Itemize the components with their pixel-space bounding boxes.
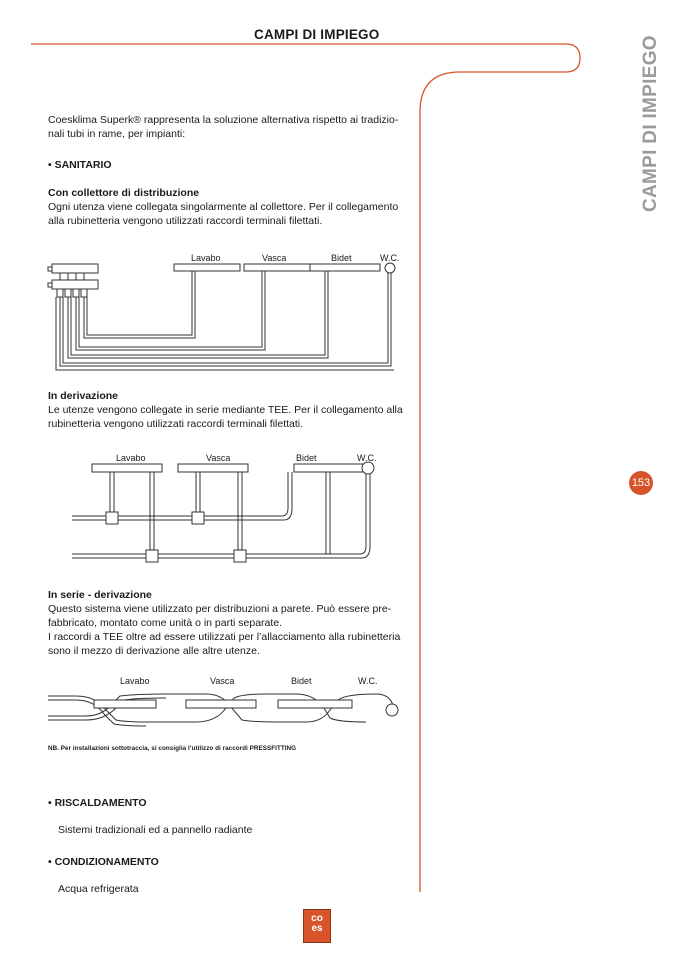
label-wc: W.C. (380, 253, 400, 263)
sanitario-heading: • SANITARIO (48, 159, 112, 171)
serie-line: fabbricato, montato come unità o in parti separate. (48, 617, 283, 629)
serie-line: sono il mezzo di derivazione alle altre utenze. (48, 645, 260, 657)
label-vasca: Vasca (206, 453, 231, 463)
label-lavabo: Lavabo (116, 453, 146, 463)
condizionamento-text: Acqua refrigerata (58, 883, 139, 895)
note-pressfitting: NB. Per installazioni sottotraccia, si consiglia l’utilizzo di raccordi PRESSFITTING (48, 745, 297, 752)
label-vasca: Vasca (262, 253, 287, 263)
intro-line: Coesklima Superk® rappresenta la soluzione alternativa rispetto ai tradizio- (48, 114, 399, 126)
intro-line: nali tubi in rame, per impianti: (48, 128, 186, 140)
collettore-line: alla rubinetteria vengono utilizzati raccordi terminali filettati. (48, 215, 323, 227)
serie-line: Questo sistema viene utilizzato per distribuzioni a parete. Può essere pre- (48, 603, 392, 615)
label-bidet: Bidet (296, 453, 317, 463)
collettore-paragraph (48, 200, 418, 228)
logo-text: es (311, 923, 323, 934)
collettore-title: Con collettore di distribuzione (48, 187, 200, 199)
diagram-serie (46, 674, 406, 734)
diagram-collettore (44, 250, 404, 380)
derivazione-line: Le utenze vengono collegate in serie mediante TEE. Per il collegamento alla (48, 404, 403, 416)
diagram-derivazione (70, 450, 390, 570)
serie-paragraph (48, 602, 418, 658)
label-vasca: Vasca (210, 676, 235, 686)
label-bidet: Bidet (331, 253, 352, 263)
manifold-top (52, 264, 98, 273)
label-lavabo: Lavabo (191, 253, 221, 263)
manifold-bottom (52, 280, 98, 289)
coes-logo (303, 909, 331, 943)
serie-line: I raccordi a TEE oltre ad essere utilizzati per l’allacciamento alla rubinetteria (48, 631, 401, 643)
page-number: 153 (629, 471, 653, 495)
serie-title: In serie - derivazione (48, 589, 152, 601)
label-bidet: Bidet (291, 676, 312, 686)
logo-text: co (311, 913, 323, 924)
derivazione-paragraph (48, 403, 418, 431)
page-title: CAMPI DI IMPIEGO (254, 27, 380, 42)
riscaldamento-text: Sistemi tradizionali ed a pannello radiante (58, 824, 253, 836)
condizionamento-heading: • CONDIZIONAMENTO (48, 856, 159, 868)
label-wc: W.C. (358, 676, 378, 686)
riscaldamento-heading: • RISCALDAMENTO (48, 797, 147, 809)
derivazione-line: rubinetteria vengono utilizzati raccordi terminali filettati. (48, 418, 304, 430)
label-lavabo: Lavabo (120, 676, 150, 686)
side-section-label-text: CAMPI DI IMPIEGO (640, 35, 661, 212)
intro-paragraph (48, 113, 418, 141)
label-wc: W.C. (357, 453, 377, 463)
collettore-line: Ogni utenza viene collegata singolarmente al collettore. Per il collegamento (48, 201, 399, 213)
derivazione-title: In derivazione (48, 390, 119, 402)
